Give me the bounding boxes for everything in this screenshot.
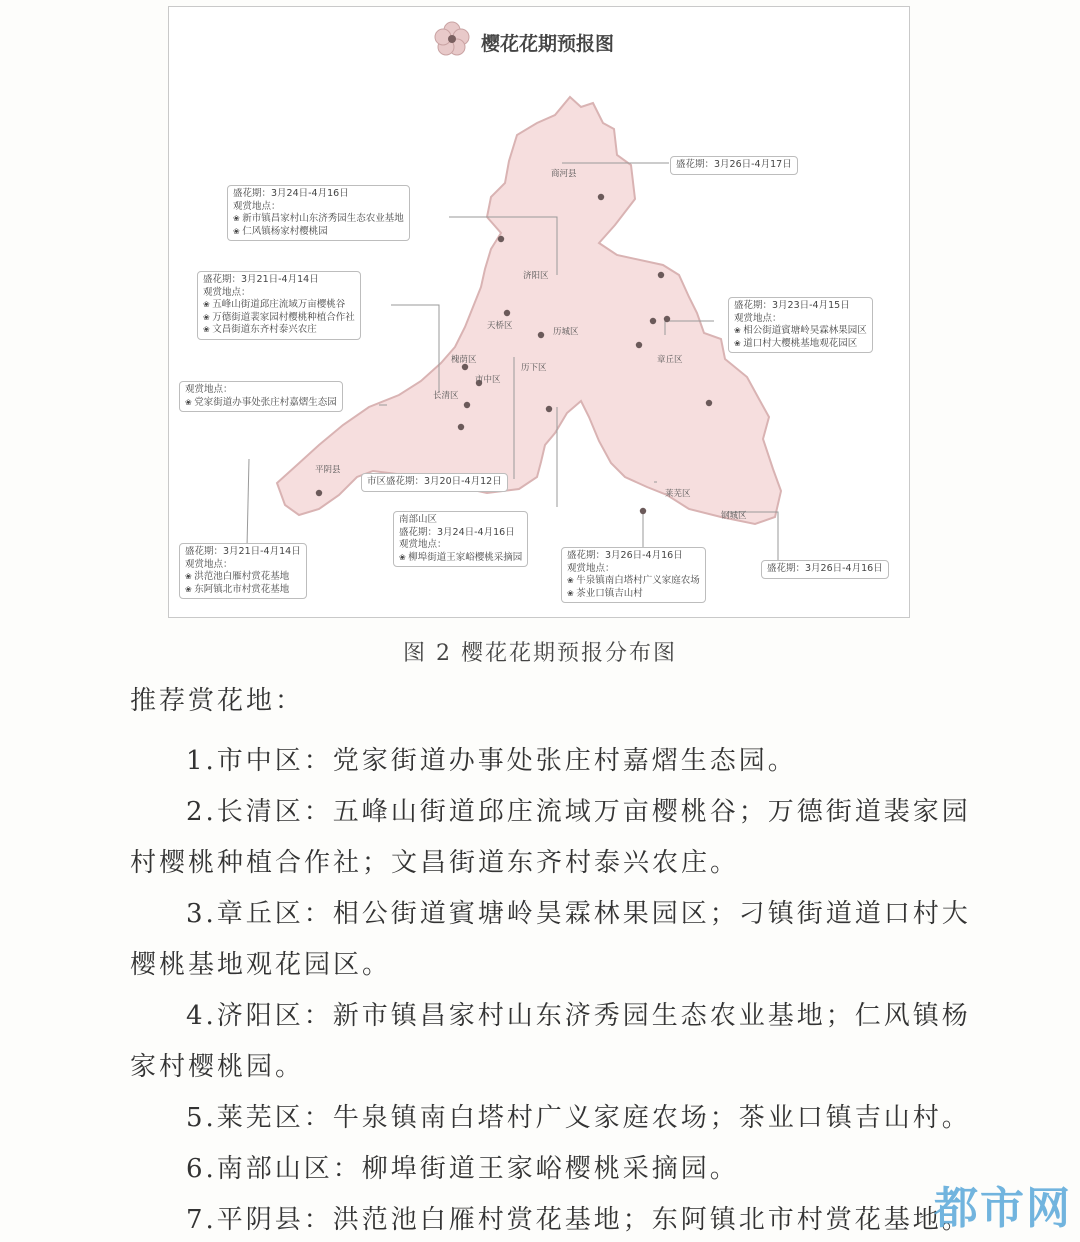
callout-line: ❀ 道口村大樱桃基地观花园区 xyxy=(734,338,867,351)
flower-marker-icon xyxy=(538,332,544,338)
callout-jiyang xyxy=(227,185,410,241)
callout-line: 市区盛花期：3月20日-4月12日 xyxy=(367,476,502,487)
callout-line: 盛花期：3月26日-4月16日 xyxy=(767,563,883,574)
recommendation-heading: 推荐赏花地： xyxy=(130,686,305,716)
callout-line: ❀ 文昌街道东齐村泰兴农庄 xyxy=(203,324,355,337)
figure-caption: 图 2 樱花花期预报分布图 xyxy=(403,641,677,666)
flower-marker-icon xyxy=(504,310,510,316)
callout-line: ❀ 柳埠街道王家峪樱桃采摘园 xyxy=(399,552,522,565)
callout-line: 盛花期：3月24日-4月16日 xyxy=(233,188,349,199)
map-figure xyxy=(168,6,910,618)
callout-line: 南部山区 xyxy=(399,514,438,525)
flower-marker-icon xyxy=(598,194,604,200)
recommendation-line: 5.莱芜区：牛泉镇南白塔村广义家庭农场；茶业口镇吉山村。 xyxy=(186,1103,971,1133)
flower-marker-icon xyxy=(316,490,322,496)
callout-line: ❀ 洪范池白雁村赏花基地 xyxy=(185,571,301,584)
callout-line: ❀ 仁风镇杨家村樱桃园 xyxy=(233,226,404,239)
callout-line: 盛花期：3月26日-4月16日 xyxy=(567,550,683,561)
flower-marker-icon xyxy=(650,318,656,324)
watermark-logo: 都市网 xyxy=(934,1183,1072,1234)
label-zhangqiu: 章丘区 xyxy=(657,355,683,365)
callout-line: 观赏地点： xyxy=(185,384,233,395)
label-tianqiao: 天桥区 xyxy=(487,321,513,331)
callout-line: 观赏地点： xyxy=(399,539,447,550)
callout-line: 观赏地点： xyxy=(203,286,251,298)
label-jiyang: 济阳区 xyxy=(523,271,549,281)
flower-marker-icon xyxy=(464,402,470,408)
recommendation-line: 7.平阴县：洪范池白雁村赏花基地；东阿镇北市村赏花基地。 xyxy=(186,1205,971,1235)
label-gangcheng: 钢城区 xyxy=(721,511,747,521)
callout-line: 观赏地点： xyxy=(233,200,281,212)
callout-nanbu xyxy=(393,511,528,567)
flower-marker-icon xyxy=(546,406,552,412)
label-huaiyin: 槐荫区 xyxy=(451,355,477,365)
callout-pingyin xyxy=(179,543,307,599)
flower-marker-icon xyxy=(498,236,504,242)
flower-marker-icon xyxy=(458,424,464,430)
recommendation-line: 4.济阳区：新市镇昌家村山东济秀园生态农业基地；仁风镇杨 xyxy=(186,1001,971,1031)
callout-zhangqiu xyxy=(728,297,873,353)
callout-line: ❀ 牛泉镇南白塔村广义家庭农场 xyxy=(567,575,700,588)
callout-line: ❀ 万德街道裴家园村樱桃种植合作社 xyxy=(203,312,355,325)
recommendation-line: 樱桃基地观花园区。 xyxy=(130,950,392,980)
callout-changqing xyxy=(197,271,361,340)
flower-marker-icon xyxy=(658,272,664,278)
callout-shizhong xyxy=(179,381,343,412)
recommendation-line: 2.长清区：五峰山街道邱庄流域万亩樱桃谷；万德街道裴家园 xyxy=(186,797,971,827)
callout-urban xyxy=(361,473,508,492)
callout-line: 观赏地点： xyxy=(567,562,615,574)
flower-marker-icon xyxy=(636,342,642,348)
flower-marker-icon xyxy=(640,508,646,514)
callout-line: ❀ 东阿镇北市村赏花基地 xyxy=(185,584,301,597)
callout-line: ❀ 茶业口镇吉山村 xyxy=(567,588,700,601)
map-title: 樱花花期预报图 xyxy=(481,33,615,55)
callout-shanghe xyxy=(670,156,798,175)
label-lixia: 历下区 xyxy=(521,363,547,373)
callout-line: 盛花期：3月21日-4月14日 xyxy=(185,546,301,557)
label-licheng: 历城区 xyxy=(553,327,579,337)
callout-line: ❀ 相公街道賓塘岭昊霖林果园区 xyxy=(734,325,867,338)
recommendation-line: 6.南部山区：柳埠街道王家峪樱桃采摘园。 xyxy=(186,1154,739,1184)
recommendation-line: 1.市中区：党家街道办事处张庄村嘉熠生态园。 xyxy=(186,746,797,776)
label-laiwu: 莱芜区 xyxy=(665,489,691,499)
cherry-blossom-icon xyxy=(435,22,469,55)
callout-line: 盛花期：3月21日-4月14日 xyxy=(203,274,319,285)
callout-line: ❀ 党家街道办事处张庄村嘉熠生态园 xyxy=(185,397,337,410)
label-shizhong: 市中区 xyxy=(475,375,501,385)
callout-line: 观赏地点： xyxy=(734,312,782,324)
recommendation-line: 村樱桃种植合作社；文昌街道东齐村泰兴农庄。 xyxy=(130,848,740,878)
callout-line: ❀ 新市镇昌家村山东济秀园生态农业基地 xyxy=(233,213,404,226)
recommendation-line: 家村樱桃园。 xyxy=(130,1052,305,1082)
label-shanghe: 商河县 xyxy=(551,169,577,179)
callout-laiwu xyxy=(561,547,706,603)
callout-line: 盛花期：3月24日-4月16日 xyxy=(399,526,515,538)
flower-marker-icon xyxy=(664,316,670,322)
label-changqing: 长清区 xyxy=(433,391,459,401)
callout-gangcheng xyxy=(761,560,889,579)
flower-marker-icon xyxy=(706,400,712,406)
callout-line: ❀ 五峰山街道邱庄流域万亩樱桃谷 xyxy=(203,299,355,312)
callout-line: 观赏地点： xyxy=(185,558,233,570)
callout-line: 盛花期：3月23日-4月15日 xyxy=(734,300,850,311)
recommendation-line: 3.章丘区：相公街道賓塘岭昊霖林果园区；刁镇街道道口村大 xyxy=(186,899,971,929)
label-pingyin: 平阴县 xyxy=(315,465,341,475)
callout-line: 盛花期：3月26日-4月17日 xyxy=(676,159,792,170)
